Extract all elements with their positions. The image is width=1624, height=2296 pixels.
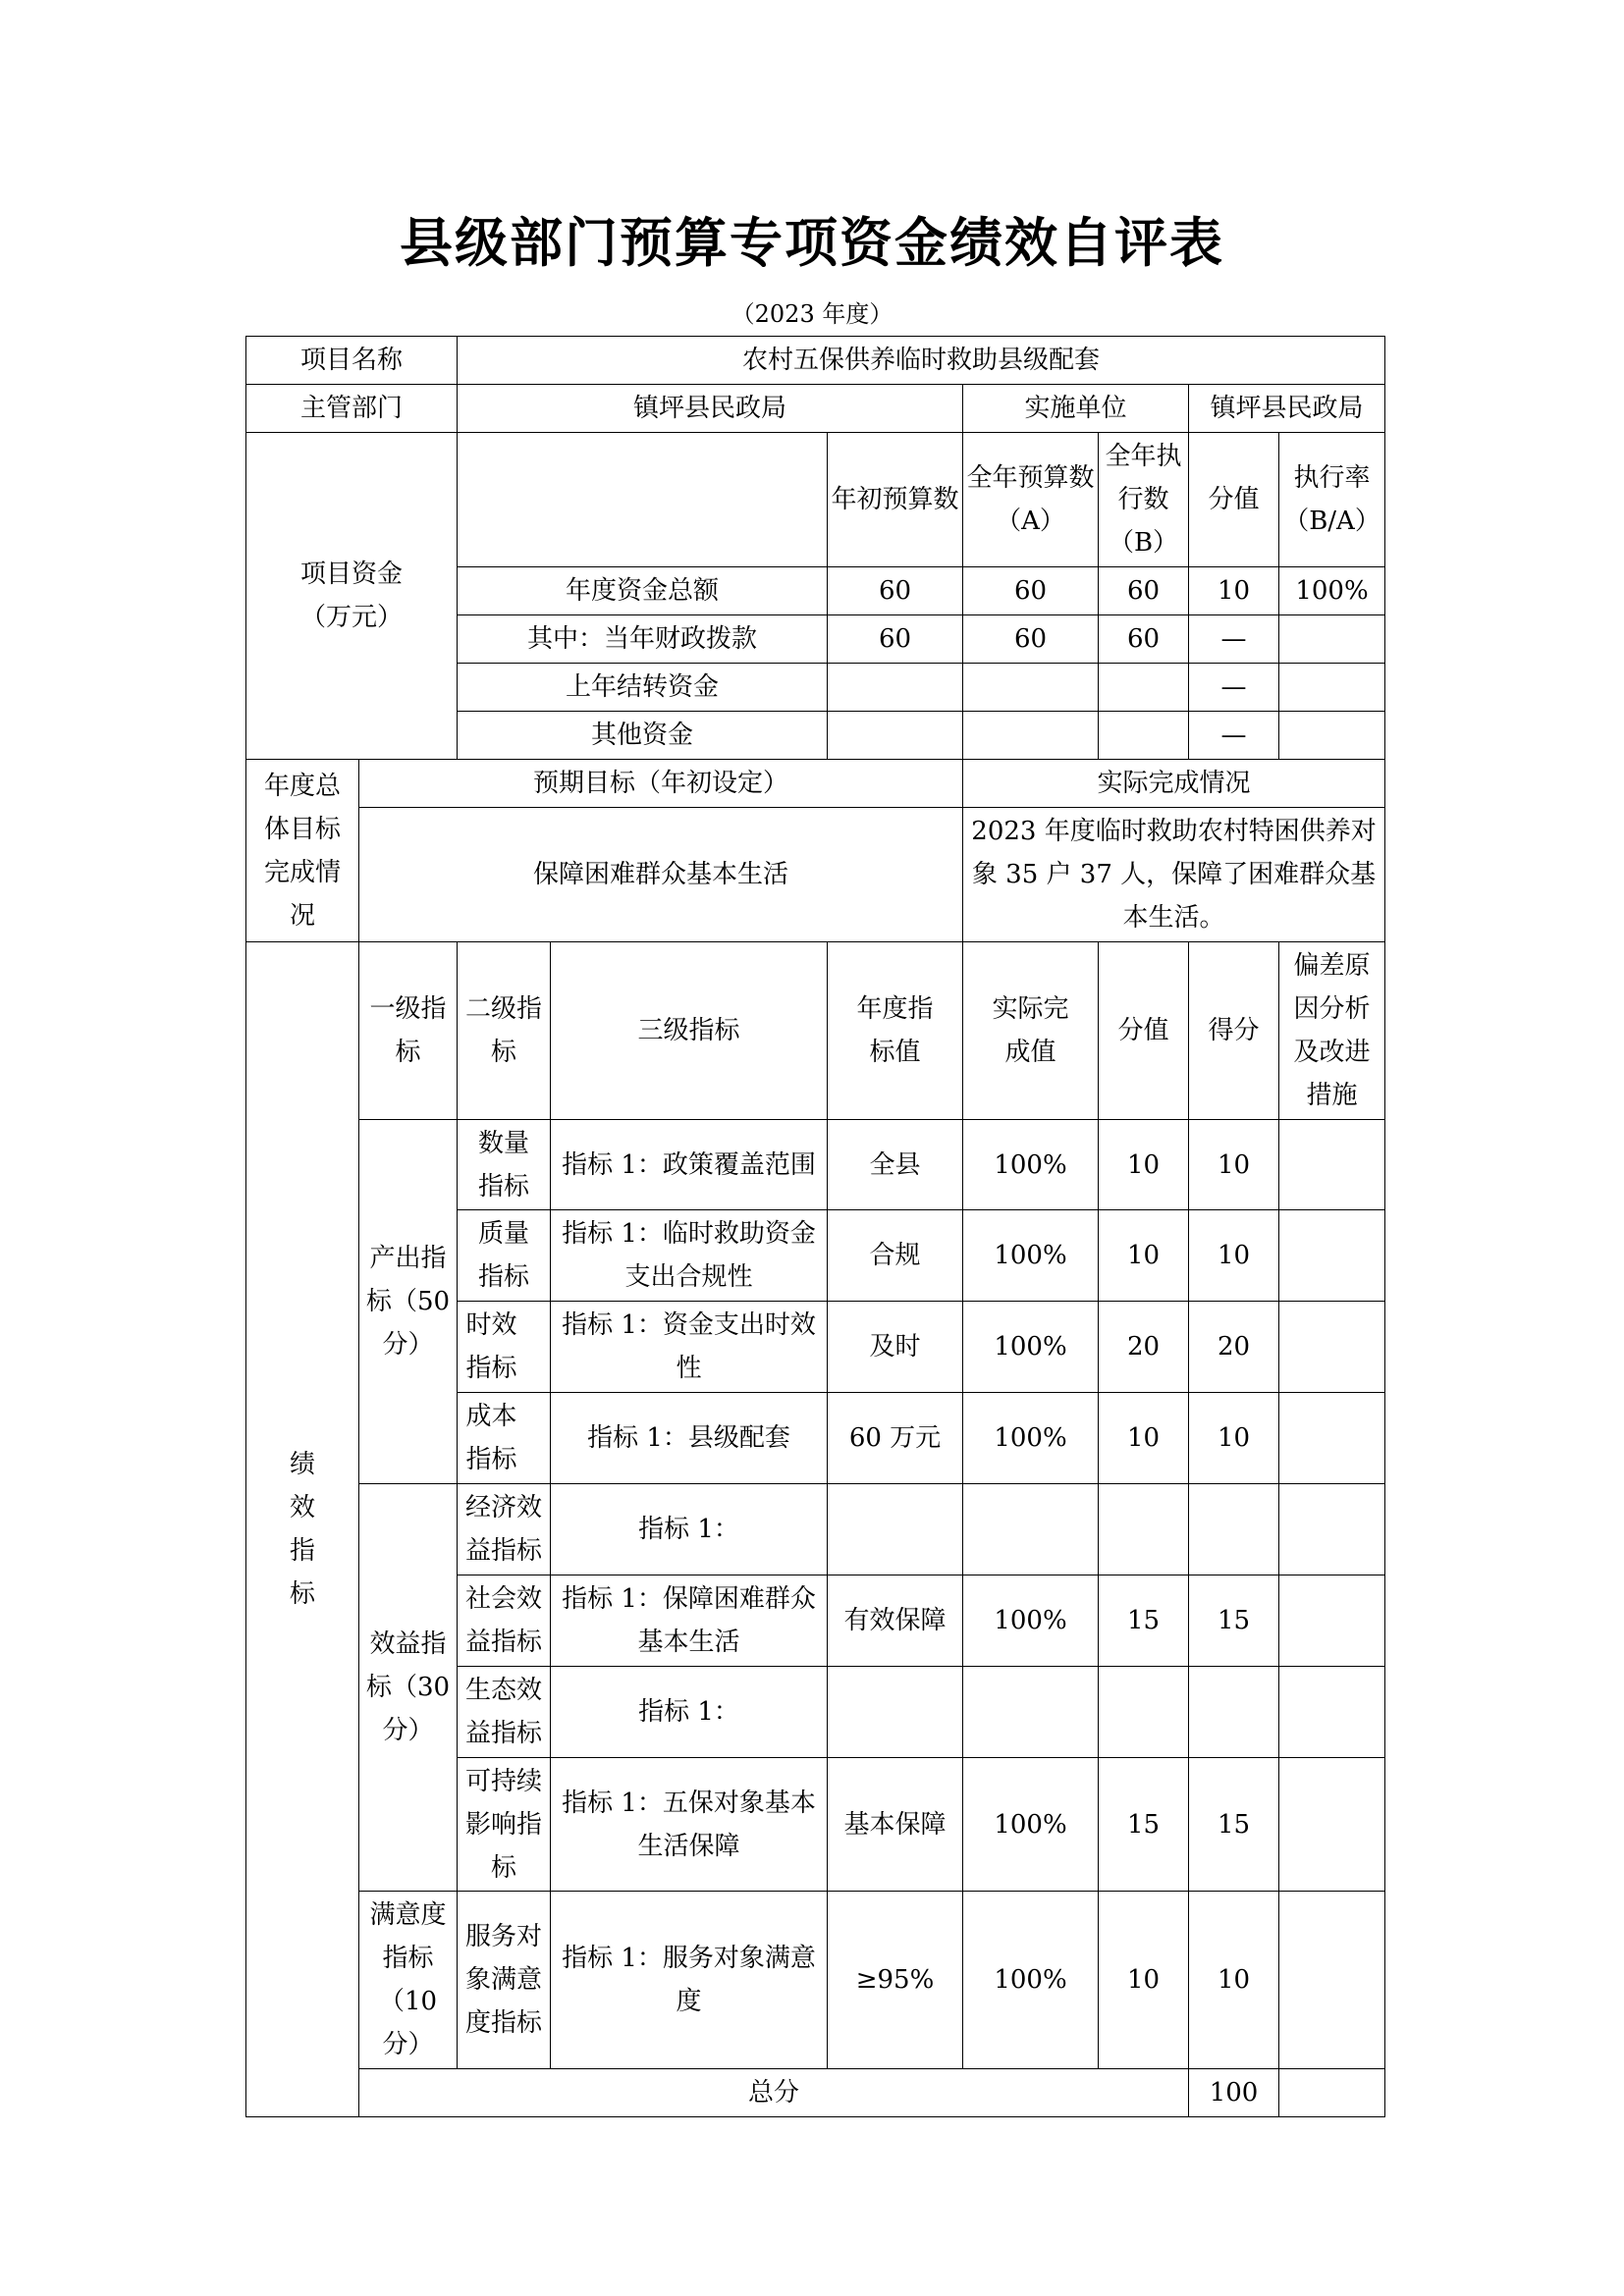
indicator-level2: 时效指标 xyxy=(458,1302,551,1393)
indicator-score-value: 15 xyxy=(1099,1758,1189,1892)
row-goal-content xyxy=(246,808,1385,942)
indicator-level3: 指标 1：资金支出时效性 xyxy=(551,1302,828,1393)
indicator-target: 及时 xyxy=(828,1302,963,1393)
label-impl-unit: 实施单位 xyxy=(963,385,1189,433)
impl-unit-value: 镇坪县民政局 xyxy=(1189,385,1385,433)
funds-row-budget xyxy=(963,712,1099,760)
funds-row-budget: 60 xyxy=(963,615,1099,664)
indicator-score xyxy=(1189,1484,1279,1575)
perf-header-remark: 偏差原因分析及改进措施 xyxy=(1279,942,1385,1120)
perf-header-actual: 实际完成值 xyxy=(963,942,1099,1120)
funds-row-score-value: — xyxy=(1189,712,1279,760)
funds-row-exec xyxy=(1099,664,1189,712)
fiscal-year: （2023 年度） xyxy=(731,300,893,328)
indicator-score-value: 10 xyxy=(1099,1210,1189,1302)
row-funds-header xyxy=(246,433,1385,567)
self-evaluation-table xyxy=(245,336,1385,2117)
level1-satisfaction: 满意度指标（10 分） xyxy=(359,1892,458,2069)
indicator-remark xyxy=(1279,1667,1385,1758)
indicator-score xyxy=(1189,1667,1279,1758)
funds-row-label: 年度资金总额 xyxy=(458,567,828,615)
indicator-target: 全县 xyxy=(828,1120,963,1210)
funds-row-budget: 60 xyxy=(963,567,1099,615)
indicator-level3: 指标 1：政策覆盖范围 xyxy=(551,1120,828,1210)
row-department xyxy=(246,385,1385,433)
funds-row-initial: 60 xyxy=(828,615,963,664)
funds-row-rate xyxy=(1279,712,1385,760)
funds-row-rate xyxy=(1279,615,1385,664)
indicator-level2: 数量指标 xyxy=(458,1120,551,1210)
indicator-remark xyxy=(1279,1302,1385,1393)
funds-row-score-value: 10 xyxy=(1189,567,1279,615)
indicator-score-value: 10 xyxy=(1099,1892,1189,2069)
indicator-score-value xyxy=(1099,1484,1189,1575)
level1-benefit: 效益指标（30 分） xyxy=(359,1484,458,1892)
indicator-score: 10 xyxy=(1189,1210,1279,1302)
label-project-funds: 项目资金 （万元） xyxy=(246,433,458,760)
row-project-name xyxy=(246,337,1385,385)
indicator-actual xyxy=(963,1667,1099,1758)
perf-header-level3: 三级指标 xyxy=(551,942,828,1120)
indicator-row xyxy=(246,1892,1385,2069)
indicator-score: 10 xyxy=(1189,1120,1279,1210)
funds-row-score-value: — xyxy=(1189,615,1279,664)
funds-header-budget: 全年预算数（A） xyxy=(963,433,1099,567)
indicator-actual: 100% xyxy=(963,1210,1099,1302)
indicator-row xyxy=(246,1120,1385,1210)
indicator-score: 10 xyxy=(1189,1892,1279,2069)
indicator-score: 20 xyxy=(1189,1302,1279,1393)
funds-header-score-value: 分值 xyxy=(1189,433,1279,567)
row-goal-header xyxy=(246,760,1385,808)
label-total: 总分 xyxy=(359,2069,1189,2117)
funds-row-label: 其中：当年财政拨款 xyxy=(458,615,828,664)
indicator-level2: 可持续影响指标 xyxy=(458,1758,551,1892)
indicator-target: 60 万元 xyxy=(828,1393,963,1484)
indicator-actual: 100% xyxy=(963,1302,1099,1393)
label-actual-completion: 实际完成情况 xyxy=(963,760,1385,808)
funds-header-rate: 执行率（B/A） xyxy=(1279,433,1385,567)
indicator-level3: 指标 1： xyxy=(551,1667,828,1758)
indicator-score-value: 15 xyxy=(1099,1575,1189,1667)
indicator-actual: 100% xyxy=(963,1120,1099,1210)
funds-header-blank xyxy=(458,433,828,567)
row-perf-header xyxy=(246,942,1385,1120)
indicator-level2: 生态效益指标 xyxy=(458,1667,551,1758)
indicator-target: 合规 xyxy=(828,1210,963,1302)
funds-row-initial: 60 xyxy=(828,567,963,615)
indicator-remark xyxy=(1279,1393,1385,1484)
perf-header-level1: 一级指标 xyxy=(359,942,458,1120)
perf-header-target: 年度指标值 xyxy=(828,942,963,1120)
indicator-level3: 指标 1：五保对象基本生活保障 xyxy=(551,1758,828,1892)
indicator-remark xyxy=(1279,1892,1385,2069)
indicator-level2: 社会效益指标 xyxy=(458,1575,551,1667)
indicator-remark xyxy=(1279,1210,1385,1302)
department-value: 镇坪县民政局 xyxy=(458,385,963,433)
indicator-actual: 100% xyxy=(963,1393,1099,1484)
page-title: 县级部门预算专项资金绩效自评表 xyxy=(400,211,1224,274)
funds-row-exec xyxy=(1099,712,1189,760)
indicator-score: 15 xyxy=(1189,1575,1279,1667)
indicator-remark xyxy=(1279,1120,1385,1210)
perf-header-level2: 二级指标 xyxy=(458,942,551,1120)
funds-header-initial: 年初预算数 xyxy=(828,433,963,567)
label-department: 主管部门 xyxy=(246,385,458,433)
funds-row-label: 其他资金 xyxy=(458,712,828,760)
label-performance: 绩效指标 xyxy=(246,942,359,2117)
indicator-score-value: 10 xyxy=(1099,1120,1189,1210)
total-score xyxy=(1279,2069,1385,2117)
indicator-level2: 经济效益指标 xyxy=(458,1484,551,1575)
indicator-actual: 100% xyxy=(963,1758,1099,1892)
funds-row-rate: 100% xyxy=(1279,567,1385,615)
total-score-value: 100 xyxy=(1189,2069,1279,2117)
indicator-row xyxy=(246,1484,1385,1575)
indicator-level3: 指标 1：服务对象满意度 xyxy=(551,1892,828,2069)
expected-goal-value: 保障困难群众基本生活 xyxy=(359,808,963,942)
row-total xyxy=(246,2069,1385,2117)
label-annual-goal: 年度总体目标完成情况 xyxy=(246,760,359,942)
indicator-target xyxy=(828,1484,963,1575)
funds-row-exec: 60 xyxy=(1099,615,1189,664)
indicator-level3: 指标 1： xyxy=(551,1484,828,1575)
indicator-score-value: 20 xyxy=(1099,1302,1189,1393)
indicator-actual xyxy=(963,1484,1099,1575)
indicator-target xyxy=(828,1667,963,1758)
indicator-target: 基本保障 xyxy=(828,1758,963,1892)
funds-row-exec: 60 xyxy=(1099,567,1189,615)
indicator-level2: 成本指标 xyxy=(458,1393,551,1484)
indicator-score-value: 10 xyxy=(1099,1393,1189,1484)
indicator-score: 15 xyxy=(1189,1758,1279,1892)
indicator-level3: 指标 1：临时救助资金支出合规性 xyxy=(551,1210,828,1302)
funds-row-label: 上年结转资金 xyxy=(458,664,828,712)
indicator-score-value xyxy=(1099,1667,1189,1758)
funds-row-score-value: — xyxy=(1189,664,1279,712)
indicator-level2: 质量指标 xyxy=(458,1210,551,1302)
funds-row-rate xyxy=(1279,664,1385,712)
level1-output: 产出指标（50 分） xyxy=(359,1120,458,1484)
label-project-name: 项目名称 xyxy=(246,337,458,385)
indicator-level3: 指标 1：县级配套 xyxy=(551,1393,828,1484)
indicator-remark xyxy=(1279,1575,1385,1667)
indicator-level3: 指标 1：保障困难群众基本生活 xyxy=(551,1575,828,1667)
project-name-value: 农村五保供养临时救助县级配套 xyxy=(458,337,1385,385)
indicator-actual: 100% xyxy=(963,1892,1099,2069)
indicator-score: 10 xyxy=(1189,1393,1279,1484)
actual-completion-value: 2023 年度临时救助农村特困供养对象 35 户 37 人，保障了困难群众基本生活。 xyxy=(963,808,1385,942)
funds-header-exec: 全年执行数（B） xyxy=(1099,433,1189,567)
funds-row-budget xyxy=(963,664,1099,712)
funds-row-initial xyxy=(828,712,963,760)
funds-row-initial xyxy=(828,664,963,712)
perf-header-score-value: 分值 xyxy=(1099,942,1189,1120)
perf-header-score: 得分 xyxy=(1189,942,1279,1120)
indicator-remark xyxy=(1279,1758,1385,1892)
label-expected-goal: 预期目标（年初设定） xyxy=(359,760,963,808)
indicator-actual: 100% xyxy=(963,1575,1099,1667)
indicator-target: ≥95% xyxy=(828,1892,963,2069)
indicator-target: 有效保障 xyxy=(828,1575,963,1667)
indicator-level2: 服务对象满意度指标 xyxy=(458,1892,551,2069)
indicator-remark xyxy=(1279,1484,1385,1575)
